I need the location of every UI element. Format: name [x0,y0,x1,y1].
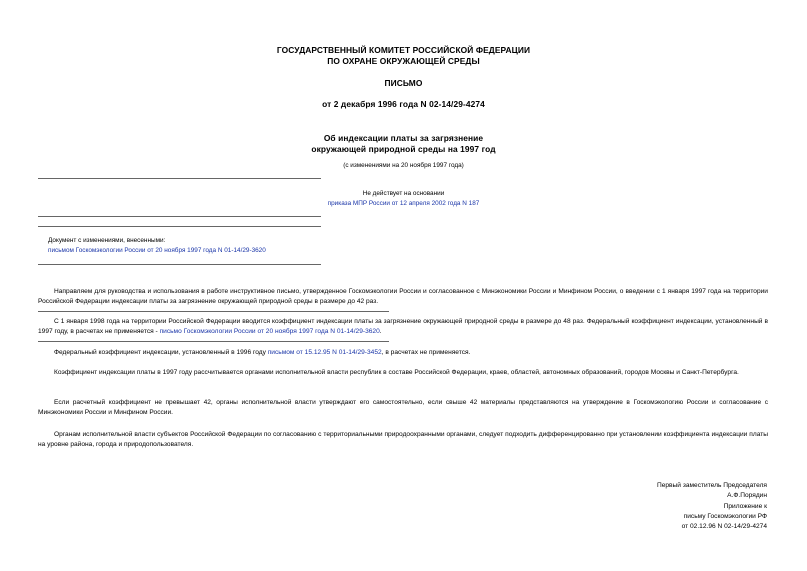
paragraph-5-text: Если расчетный коэффициент не превышает 42, органы исполнительной власти утверждают его самостоятельно, если свыше 42 материалы представляются на утверждение в Госкомэкологию России и согласование с Минэкономики России и Минфином России. [38,399,768,416]
paragraph-6 [38,430,768,450]
paragraph-4-text: Коэффициент индексации платы в 1997 году рассчитывается органами исполнительной власти республик в составе Российской Федерации, краев, областей, автономных образований, городов Москвы и Санкт-Петербурга. [54,369,739,376]
signatory-name: А.Ф.Порядин [727,492,767,500]
paragraph-3-tail: , в расчетах не применяется. [381,349,471,356]
divider [38,311,389,312]
paragraph-1 [38,287,768,307]
divider [38,216,321,217]
appendix-line3: от 02.12.96 N 02-14/29-4274 [681,523,767,531]
paragraph-5 [38,398,768,418]
divider [38,226,321,227]
paragraph-3-text: Федеральный коэффициент индексации, установленный в 1996 году [54,349,266,356]
committee-name-line1: ГОСУДАРСТВЕННЫЙ КОМИТЕТ РОССИЙСКОЙ ФЕДЕРАЦИИ [276,45,531,55]
status-link[interactable]: приказа МПР России от 12 апреля 2002 года N 187 [327,200,480,207]
paragraph-1-text: Направляем для руководства и использования в работе инструктивное письмо, утвержденное Госкомэкологии России и согласованное с Минэкономики России и Минфином России, о введении с 1 января 1997 года на территории Российской Федерации индексации платы за загрязнение окружающей природной среды в размере до 42 раз. [38,288,768,305]
document-title-line1: Об индексации платы за загрязнение [323,133,484,143]
paragraph-4 [38,368,768,378]
paragraph-2-link[interactable]: письмо Госкомэкологии России от 20 ноября 1997 года N 01-14/29-3620 [159,328,380,335]
paragraph-2: С 1 января 1998 года на территории Российской Федерации вводится коэффициент индексации платы за загрязнение окружающей природной среды в размере до 48 раз. Федеральный коэффициент индексации, установленный в 1997 году, в расчетах не применяется - письмо Госкомэкологии России от 20 ноября 1997 года N 01-14/29-3620. [38,318,768,335]
document-type: ПИСЬМО [384,78,423,88]
amendment-note: (с изменениями на 20 ноября 1997 года) [343,162,464,169]
signatory-position: Первый заместитель Председателя [656,482,767,489]
paragraph-3 [38,348,768,358]
signature-block [657,481,767,532]
document-title-line2: окружающей природной среды на 1997 год [311,144,496,154]
divider [38,264,321,265]
paragraph-3-link[interactable]: письмом от 15.12.95 N 01-14/29-3452 [267,349,382,356]
paragraph-2-text: С 1 января 1998 года на территории Российской Федерации вводится коэффициент индексации платы за загрязнение окружающей природной среды в размере до 48 раз. Федеральный коэффициент индексации, установленный в 1997 году, в расчетах не применяется - [38,318,768,335]
divider [38,341,389,342]
appendix-line2: письму Госкомэкологии РФ [683,512,767,520]
paragraph-6-text: Органам исполнительной власти субъектов Российской Федерации по согласованию с территориальными природоохранными органами, следует подходить дифференцированно при установлении коэффициента индексации платы на уровне района, города и природопользователя. [38,431,768,448]
changes-label: Документ с изменениями, внесенными: [48,237,166,244]
document-date-number: от 2 декабря 1996 года N 02-14/29-4274 [322,99,485,109]
status-label: Не действует на основании [362,190,445,197]
committee-name-line2: ПО ОХРАНЕ ОКРУЖАЮЩЕЙ СРЕДЫ [327,56,480,66]
divider [38,178,321,179]
appendix-line1: Приложение к [723,502,767,510]
changes-link[interactable]: письмом Госкомэкологии России от 20 ноября 1997 года N 01-14/29-3620 [48,247,266,254]
